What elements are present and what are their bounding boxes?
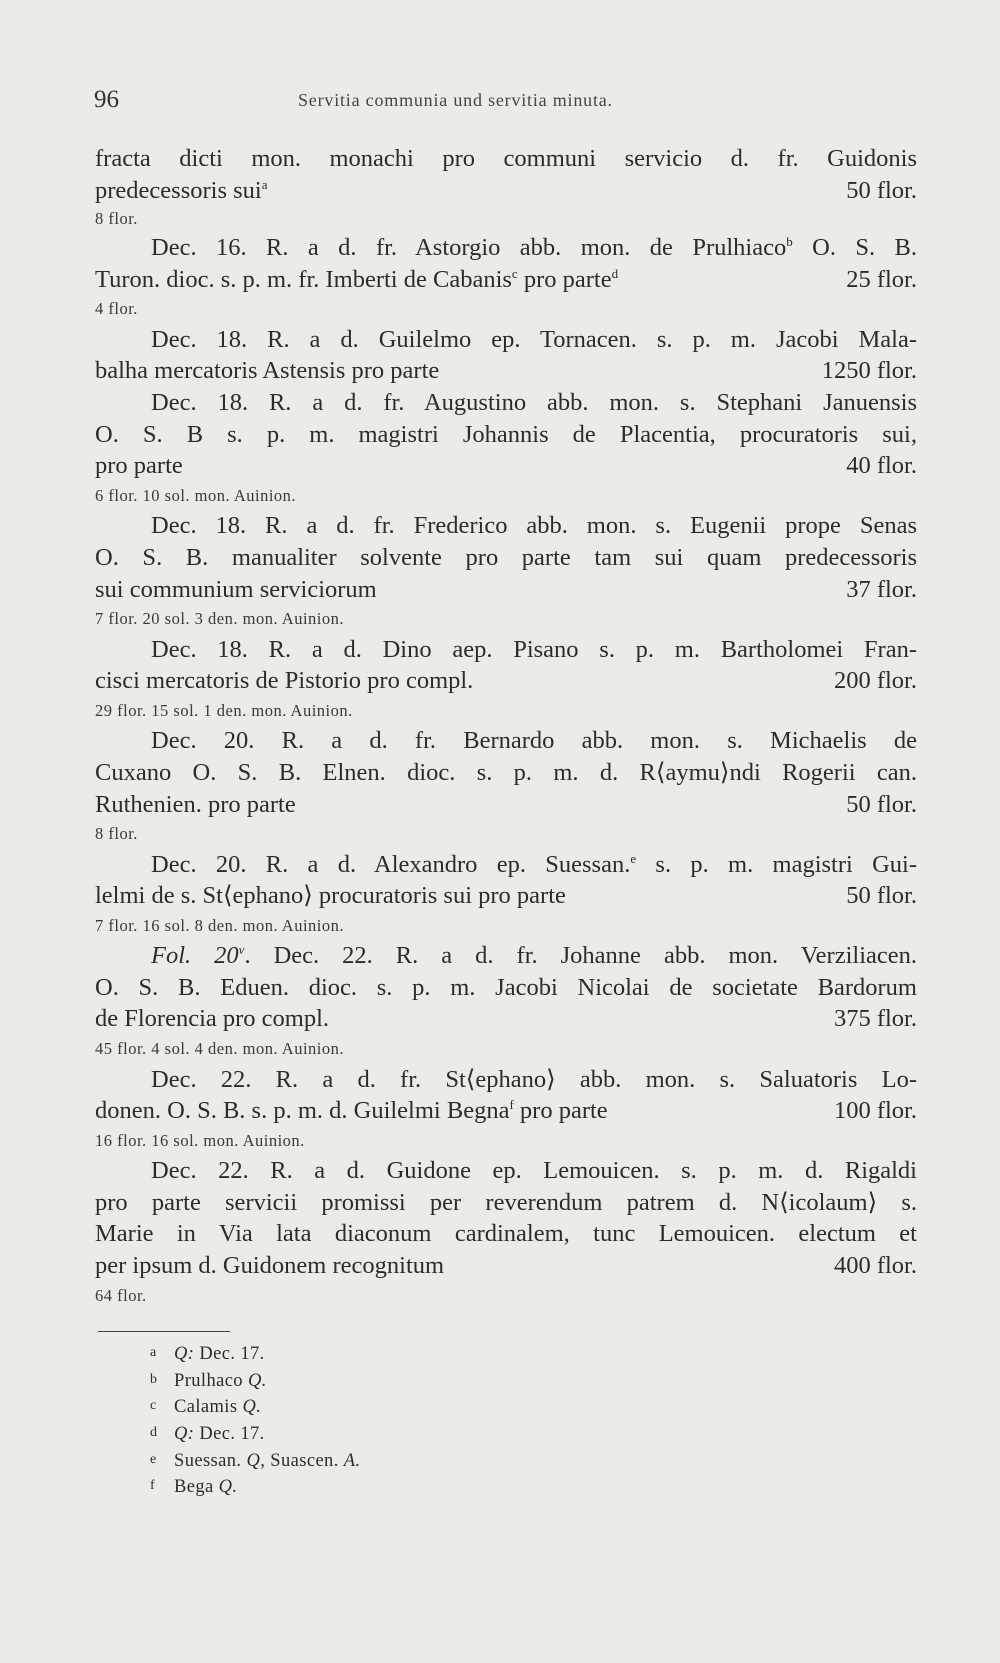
text-line: Dec. 20. R. a d. Alexandro ep. Suessan.$^e$ s. p. m. magistri Gui- xyxy=(151,850,918,878)
text-line: per ipsum d. Guidonem recognitum 400 flor. xyxy=(95,1250,917,1282)
amount: 1250 flor. xyxy=(821,357,917,385)
footnote-ref: c xyxy=(511,265,518,281)
text-line: lelmi de s. St⟨ephano⟩ procuratoris sui pro parte 50 flor. xyxy=(95,880,917,912)
text-line: O. S. B. Eduen. dioc. s. p. m. Jacobi Nicolai de societate Bardorum xyxy=(95,973,917,1001)
folio-marker: Fol. 20 xyxy=(151,942,239,970)
text-line: de Florencia pro compl. 375 flor. xyxy=(95,1003,917,1035)
text-line: predecessoris sui$^a$ 50 flor. xyxy=(95,175,917,207)
text-line: Dec. 20. R. a d. fr. Bernardo abb. mon. s. Michaelis de xyxy=(151,727,917,755)
footnote-ref: b xyxy=(786,234,793,250)
footnote: c Calamis Q. xyxy=(150,1397,262,1418)
text-line: Dec. 22. R. a d. fr. St⟨ephano⟩ abb. mon. s. Saluatoris Lo- xyxy=(151,1065,917,1093)
footnote: d Q: Dec. 17. xyxy=(150,1424,265,1445)
text-line: Dec. 18. R. a d. fr. Frederico abb. mon. s. Eugenii prope Senas xyxy=(151,512,917,540)
text-line: fracta dicti mon. monachi pro communi servicio d. fr. Guidonis xyxy=(95,145,917,172)
footnote-separator xyxy=(98,1331,230,1332)
text-line: pro parte servicii promissi per reverendum patrem d. N⟨icolaum⟩ s. xyxy=(95,1188,917,1216)
footnote: e Suessan. Q, Suascen. A. xyxy=(150,1450,361,1471)
footnotes xyxy=(150,1340,600,1500)
text-line: Cuxano O. S. B. Elnen. dioc. s. p. m. d. R⟨aymu⟩ndi Rogerii can. xyxy=(95,758,917,786)
footnote: a Q: Dec. 17. xyxy=(150,1344,265,1364)
amount: 200 flor. xyxy=(833,667,917,695)
amount: 50 flor. xyxy=(846,882,917,910)
payment-note: 7 flor. 20 sol. 3 den. mon. Auinion. xyxy=(95,609,344,629)
page-header xyxy=(94,86,914,116)
text-line: cisci mercatoris de Pistorio pro compl. 200 flor. xyxy=(95,665,917,697)
text-line: Dec. 18. R. a d. fr. Augustino abb. mon. s. Stephani Januensis xyxy=(151,389,917,417)
text-line: pro parte 40 flor. xyxy=(95,450,917,482)
text-line: Dec. 22. R. a d. Guidone ep. Lemouicen. s. p. m. d. Rigaldi xyxy=(151,1157,917,1185)
text-line: Ruthenien. pro parte 50 flor. xyxy=(95,789,917,821)
payment-note: 7 flor. 16 sol. 8 den. mon. Auinion. xyxy=(95,915,344,935)
payment-note: 8 flor. xyxy=(95,209,138,229)
folio-sup: v xyxy=(238,942,245,958)
text-line: Dec. 16. R. a d. fr. Astorgio abb. mon. de Prulhiaco$^b$ O. S. B. xyxy=(151,234,917,262)
amount: 375 flor. xyxy=(833,1005,917,1033)
amount: 50 flor. xyxy=(846,790,917,818)
text-line: Dec. 18. R. a d. Dino aep. Pisano s. p. m. Bartholomei Fran- xyxy=(151,635,917,663)
payment-note: 6 flor. 10 sol. mon. Auinion. xyxy=(95,485,297,505)
payment-note: 4 flor. xyxy=(95,299,138,319)
text-line: Dec. 18. R. a d. Guilelmo ep. Tornacen. s. p. m. Jacobi Mala- xyxy=(151,325,917,353)
amount: 37 flor. xyxy=(846,575,917,603)
amount: 400 flor. xyxy=(833,1252,917,1280)
text-line: Fol. 20$^v$. Dec. 22. R. a d. fr. Johanne abb. mon. Verziliacen. xyxy=(151,942,918,970)
payment-note: 29 flor. 15 sol. 1 den. mon. Auinion. xyxy=(95,700,353,720)
footnote-ref: d xyxy=(611,265,619,281)
running-title: Servitia communia und servitia minuta. xyxy=(298,90,613,110)
footnote-ref: f xyxy=(509,1097,514,1113)
footnote-ref: a xyxy=(261,176,268,192)
page-number: 96 xyxy=(94,86,119,113)
text-line: Marie in Via lata diaconum cardinalem, tunc Lemouicen. electum et xyxy=(95,1220,917,1248)
text-line: O. S. B s. p. m. magistri Johannis de Placentia, procuratoris sui, xyxy=(95,420,917,448)
amount: 50 flor. xyxy=(846,176,917,204)
main-text xyxy=(95,143,917,1310)
text-line: Turon. dioc. s. p. m. fr. Imberti de Cabanis$^c$ pro parte$^d$ 25 flor. xyxy=(95,264,917,296)
footnote: b Prulhaco Q. xyxy=(150,1370,267,1391)
text-line: sui communium serviciorum 37 flor. xyxy=(95,574,917,606)
footnote-ref: e xyxy=(630,850,637,866)
payment-note: 8 flor. xyxy=(95,824,138,844)
payment-note: 64 flor. xyxy=(95,1285,147,1305)
text-line: donen. O. S. B. s. p. m. d. Guilelmi Begna$^f$ pro parte 100 flor. xyxy=(95,1095,917,1127)
text-line: balha mercatoris Astensis pro parte 1250 flor. xyxy=(95,355,917,387)
payment-note: 16 flor. 16 sol. mon. Auinion. xyxy=(95,1130,305,1150)
amount: 25 flor. xyxy=(846,265,917,293)
amount: 40 flor. xyxy=(846,452,917,480)
payment-note: 45 flor. 4 sol. 4 den. mon. Auinion. xyxy=(95,1039,344,1059)
footnote: f Bega Q. xyxy=(150,1477,238,1498)
text-line: O. S. B. manualiter solvente pro parte tam sui quam predecessoris xyxy=(95,543,917,571)
amount: 100 flor. xyxy=(833,1097,917,1125)
